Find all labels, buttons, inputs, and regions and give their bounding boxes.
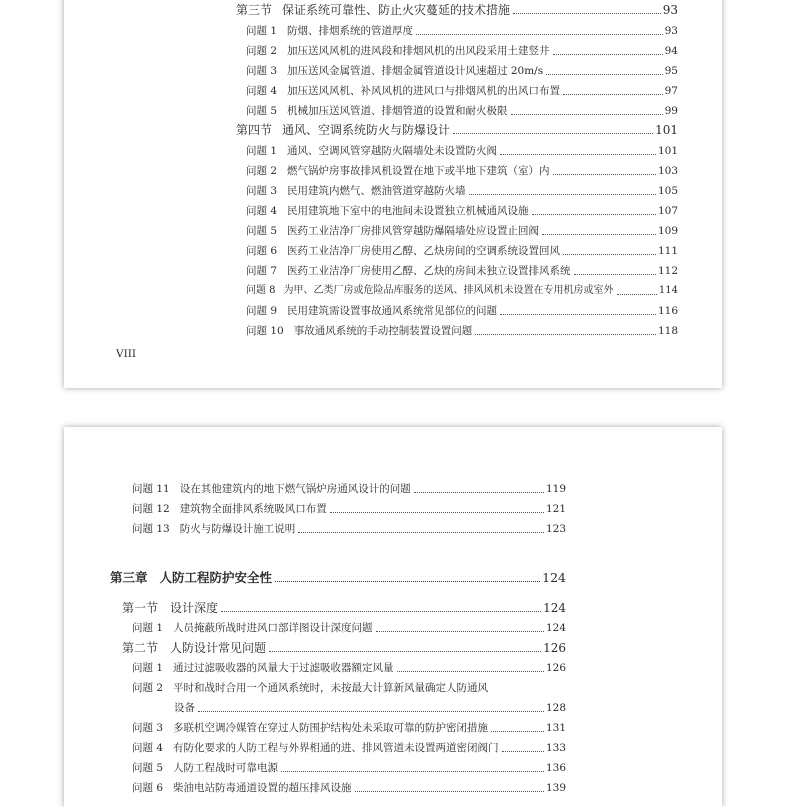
item-title: 医药工业洁净厂房排风管穿越防爆隔墙处应设置止回阀: [287, 225, 540, 237]
item-number: 问题 5: [246, 105, 278, 117]
page-number: 103: [657, 165, 678, 177]
page-number: 116: [657, 305, 678, 317]
page-number: 99: [664, 105, 678, 117]
page-number: 128: [545, 702, 566, 714]
item-title: 民用建筑地下室中的电池间未设置独立机械通风设施: [287, 205, 529, 217]
dot-leader: [414, 492, 544, 493]
item-title: 通风、空调风管穿越防火隔墙处未设置防火阀: [287, 145, 498, 157]
dot-leader: [574, 274, 656, 275]
section-number: 第一节: [122, 601, 159, 615]
page-number: 105: [657, 185, 678, 197]
dot-leader: [500, 154, 656, 155]
dot-leader: [513, 13, 661, 14]
page-number: 101: [655, 123, 678, 137]
toc-section-1[interactable]: [122, 601, 566, 615]
page-number: 95: [664, 65, 678, 77]
dot-leader: [511, 114, 663, 115]
item-number: 问题 5: [132, 762, 164, 774]
toc-item[interactable]: [132, 621, 566, 635]
dot-leader: [355, 791, 544, 792]
page-number: 124: [543, 601, 566, 615]
item-title: 机械加压送风管道、排烟管道的设置和耐火极限: [287, 105, 508, 117]
page-number: 123: [545, 523, 566, 535]
item-title: 民用建筑需设置事故通风系统常见部位的问题: [287, 305, 498, 317]
item-title: 建筑物全面排风系统吸风口布置: [179, 503, 327, 515]
section-title: 人防设计常见问题: [170, 641, 267, 655]
dot-leader: [502, 751, 544, 752]
item-number: 问题 10: [246, 325, 284, 337]
item-title: 加压送风风机的进风段和排烟风机的出风段采用土建竖井: [287, 45, 550, 57]
item-number: 问题 1: [246, 145, 278, 157]
item-number: 问题 13: [132, 523, 170, 535]
item-number: 问题 6: [132, 782, 164, 794]
page-number: 109: [657, 225, 678, 237]
item-title: 设在其他建筑内的地下燃气锅炉房通风设计的问题: [179, 483, 411, 495]
dot-leader: [275, 581, 540, 582]
item-number: 问题 8: [246, 285, 276, 296]
item-number: 问题 12: [132, 503, 170, 515]
item-title: 防火与防爆设计施工说明: [179, 523, 296, 535]
section-title: 通风、空调系统防火与防爆设计: [282, 123, 451, 137]
dot-leader: [198, 711, 544, 712]
toc-item[interactable]: [246, 84, 678, 98]
item-number: 问题 1: [246, 25, 278, 37]
item-number: 问题 6: [246, 245, 278, 257]
item-title: 燃气锅炉房事故排风机设置在地下或半地下建筑（室）内: [287, 165, 550, 177]
item-number: 问题 4: [132, 742, 164, 754]
item-title: 加压送风金属管道、排烟金属管道设计风速超过 20m/s: [287, 65, 544, 77]
item-number: 问题 2: [132, 682, 164, 694]
page-number: 126: [543, 641, 566, 655]
page-number: 133: [545, 742, 566, 754]
page-number: 112: [657, 265, 678, 277]
toc-item-multiline[interactable]: [132, 681, 488, 695]
item-title: 人员掩蔽所战时进风口部详图设计深度问题: [173, 622, 373, 634]
item-number: 问题 3: [132, 722, 164, 734]
toc-item[interactable]: [246, 164, 678, 178]
page-number: 94: [664, 45, 678, 57]
dot-leader: [453, 133, 653, 134]
dot-leader: [397, 671, 544, 672]
item-title: 防烟、排烟系统的管道厚度: [287, 25, 414, 37]
toc-item[interactable]: [132, 781, 566, 795]
item-number: 问题 9: [246, 305, 278, 317]
dot-leader: [500, 314, 656, 315]
page-number: 97: [664, 85, 678, 97]
page-number: 126: [545, 662, 566, 674]
toc-page-lower: [64, 427, 722, 807]
toc-section-3[interactable]: [236, 3, 678, 17]
dot-leader: [617, 294, 657, 295]
toc-item[interactable]: [132, 482, 566, 496]
toc-item[interactable]: [132, 741, 566, 755]
item-title: 民用建筑内燃气、燃油管道穿越防火墙: [287, 185, 466, 197]
dot-leader: [221, 611, 541, 612]
item-title: 人防工程战时可靠电源: [173, 762, 279, 774]
folio: VIII: [116, 348, 137, 360]
item-title: 加压送风风机、补风风机的进风口与排烟风机的出风口布置: [287, 85, 561, 97]
page-number: 107: [657, 205, 678, 217]
toc-chapter-3[interactable]: [110, 571, 566, 585]
item-number: 问题 5: [246, 225, 278, 237]
item-title: 为甲、乙类厂房或危险品库服务的送风、排风风机未设置在专用机房或室外: [283, 285, 614, 296]
item-title: 有防化要求的人防工程与外界相通的进、排风管道未设置两道密闭阀门: [173, 742, 499, 754]
toc-item-multiline-continuation[interactable]: [174, 701, 566, 715]
page-number: 101: [657, 145, 678, 157]
dot-leader: [298, 532, 544, 533]
page-number: 136: [545, 762, 566, 774]
item-title: 柴油电站防毒通道设置的超压排风设施: [173, 782, 352, 794]
dot-leader: [546, 74, 663, 75]
page-number: 93: [664, 25, 678, 37]
chapter-number: 第三章: [110, 570, 148, 585]
item-number: 问题 2: [246, 165, 278, 177]
toc-item[interactable]: [246, 284, 678, 298]
item-number: 问题 2: [246, 45, 278, 57]
section-number: 第二节: [122, 641, 159, 655]
toc-item[interactable]: [246, 64, 678, 78]
toc-page-upper: [64, 0, 722, 388]
dot-leader: [563, 94, 663, 95]
item-number: 问题 4: [246, 85, 278, 97]
dot-leader: [491, 731, 544, 732]
page-number: 121: [545, 503, 566, 515]
toc-item[interactable]: [246, 104, 678, 118]
item-title: 通过过滤吸收器的风量大于过滤吸收器额定风量: [173, 662, 394, 674]
page-number: 114: [658, 285, 678, 296]
toc-item[interactable]: [246, 184, 678, 198]
dot-leader: [563, 254, 656, 255]
page-number: 124: [545, 622, 566, 634]
section-number: 第三节: [236, 3, 273, 17]
dot-leader: [416, 34, 663, 35]
toc-item[interactable]: [132, 761, 566, 775]
item-title-line2: 设备: [174, 702, 195, 714]
toc-item[interactable]: [246, 224, 678, 238]
section-number: 第四节: [236, 123, 273, 137]
toc-item[interactable]: [246, 24, 678, 38]
page-number: 119: [545, 483, 566, 495]
page-number: 111: [657, 245, 678, 257]
page-number: 118: [657, 325, 678, 337]
dot-leader: [553, 54, 663, 55]
toc-item[interactable]: [246, 264, 678, 278]
toc-item[interactable]: [246, 44, 678, 58]
dot-leader: [330, 512, 544, 513]
toc-section-2[interactable]: [122, 641, 566, 655]
dot-leader: [532, 214, 656, 215]
item-title: 事故通风系统的手动控制装置设置问题: [293, 325, 473, 337]
item-number: 问题 11: [132, 483, 170, 495]
dot-leader: [281, 771, 544, 772]
toc-item[interactable]: [246, 304, 678, 318]
toc-item[interactable]: [132, 721, 566, 735]
dot-leader: [469, 194, 656, 195]
toc-item[interactable]: [246, 324, 678, 338]
dot-leader: [475, 334, 656, 335]
item-title: 医药工业洁净厂房使用乙醇、乙炔的房间未独立设置排风系统: [287, 265, 571, 277]
toc-item[interactable]: [132, 522, 566, 536]
section-title: 保证系统可靠性、防止火灾蔓延的技术措施: [282, 3, 511, 17]
toc-item[interactable]: [246, 244, 678, 258]
dot-leader: [376, 631, 544, 632]
item-number: 问题 7: [246, 265, 278, 277]
toc-item[interactable]: [246, 204, 678, 218]
dot-leader: [542, 234, 656, 235]
dot-leader: [269, 651, 541, 652]
item-title: 多联机空调冷媒管在穿过人防围护结构处未采取可靠的防护密闭措施: [173, 722, 489, 734]
section-title: 设计深度: [170, 601, 219, 615]
item-number: 问题 1: [132, 662, 164, 674]
item-number: 问题 1: [132, 622, 164, 634]
page-number: 93: [662, 3, 678, 17]
page-number: 131: [545, 722, 566, 734]
item-number: 问题 3: [246, 185, 278, 197]
page-number: 139: [545, 782, 566, 794]
item-number: 问题 3: [246, 65, 278, 77]
toc-item[interactable]: [246, 144, 678, 158]
toc-section-4[interactable]: [236, 123, 678, 137]
chapter-title: 人防工程防护安全性: [159, 570, 273, 585]
toc-item[interactable]: [132, 661, 566, 675]
item-title-line1: 平时和战时合用一个通风系统时，未按最大计算新风量确定人防通风: [173, 682, 489, 694]
item-title: 医药工业洁净厂房使用乙醇、乙炔房间的空调系统设置回风: [287, 245, 561, 257]
toc-item[interactable]: [132, 502, 566, 516]
item-number: 问题 4: [246, 205, 278, 217]
dot-leader: [553, 174, 656, 175]
page-number: 124: [542, 570, 566, 585]
